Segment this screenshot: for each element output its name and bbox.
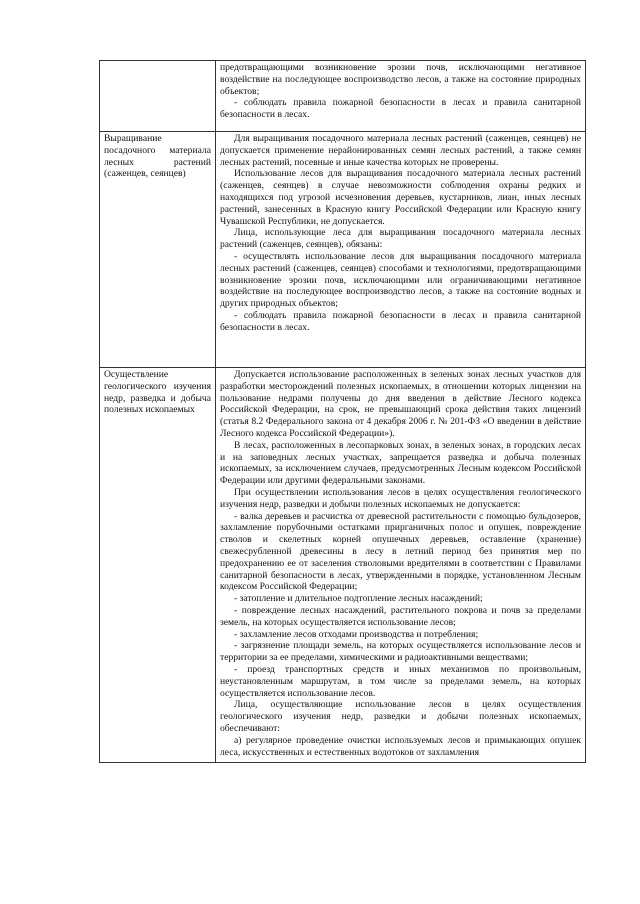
paragraph: Лица, использующие леса для выращивания посадочного материала лесных растений (саженцев, сеянцев), обязаны: — [220, 227, 581, 251]
paragraph: - затопление и длительное подтопление лесных насаждений; — [234, 593, 483, 605]
paragraph: Допускается использование расположенных в зеленых зонах лесных участков для разработки месторождений полезных ископаемых, в отношении которых лицензии на пользование недрами получены до дня введения в действие Лесного кодекса Российской Федерации, на срок, не превышающий срока действия таких лицензий (статья 8.2 Федерального закона от 4 декабря 2006 г. № 201-ФЗ «О введении в действие Лесного кодекса Российской Федерации»). — [220, 369, 581, 439]
activity-cell — [100, 61, 216, 132]
table-row — [100, 61, 586, 132]
activity-cell: Осуществление геологического изучения недр, разведка и добыча полезных ископаемых — [100, 368, 216, 763]
table-row — [100, 368, 586, 763]
activity-cell: Выращивание посадочного материала лесных растений (саженцев, сеянцев) — [100, 132, 216, 368]
regulation-table — [99, 60, 586, 763]
paragraph: - валка деревьев и расчистка от древесной растительности с помощью бульдозеров, захламление порубочными остатками прирганичных полос и опушек, повреждение стволов и скелетных корней опушечных деревьев, оставление (хранение) свежесрубленной древесины в лесу в летний период без принятия мер по предохранению ее от заселения стволовыми вредителями в соответствии с Правилами санитарной безопасности в лесах, утвержденными в порядке, установленном Лесным кодексом Российской Федерации; — [220, 510, 581, 593]
table-row — [100, 132, 586, 368]
paragraph: а) регулярное проведение очистки используемых лесов и примыкающих опушек леса, искусственных и естественных водотоков от захламления — [220, 734, 581, 758]
paragraph: Использование лесов для выращивания посадочного материала лесных растений (саженцев, сеянцев) в случае невозможности соблюдения охраны редких и находящихся под угрозой исчезновения деревьев, кустарников, лиан, иных лесных растений, занесенных в Красную книгу Российской Федерации или Красную книгу Чувашской Республики, не допускается. — [220, 168, 581, 227]
paragraph: Для выращивания посадочного материала лесных растений (саженцев, сеянцев) не допускается применение нерайонированных семян лесных растений, а также семян лесных растений, посевные и иные качества которых не проверены. — [220, 133, 581, 168]
paragraph: - захламление лесов отходами производства и потребления; — [234, 628, 479, 640]
paragraph: - осуществлять использование лесов для выращивания посадочного материала лесных растений (саженцев, сеянцев) способами и технологиями, предотвращающими возникновение эрозии почв, исключающими или ограничивающими негативное воздействие на последующее воспроизводство лесов, а также на состояние водных и других природных объектов; — [220, 250, 581, 310]
paragraph: предотвращающими возникновение эрозии почв, исключающими негативное воздействие на последующее воспроизводство лесов, а также на состояние природных объектов; — [220, 62, 581, 97]
paragraph: - соблюдать правила пожарной безопасности в лесах и правила санитарной безопасности в лесах. — [220, 309, 581, 333]
paragraph: - соблюдать правила пожарной безопасности в лесах и правила санитарной безопасности в лесах. — [220, 97, 581, 121]
paragraph: - повреждение лесных насаждений, растительного покрова и почв за пределами земель, на которых осуществляется использование лесов; — [220, 604, 581, 628]
requirements-cell — [216, 132, 586, 368]
requirements-cell — [216, 368, 586, 763]
requirements-cell — [216, 61, 586, 132]
paragraph: - загрязнение площади земель, на которых осуществляется использование лесов и территории за ее пределами, химическими и радиоактивными веществами; — [220, 640, 581, 664]
paragraph: В лесах, расположенных в лесопарковых зонах, в зеленых зонах, в городских лесах и на заповедных лесных участках, запрещается разведка и добыча полезных ископаемых, за исключением случаев, предусмотренных Лесным кодексом Российской Федерации или другими федеральными законами. — [220, 439, 581, 487]
paragraph: - проезд транспортных средств и иных механизмов по произвольным, неустановленным маршрутам, в том числе за пределами земель, на которых осуществляется использование лесов. — [220, 663, 581, 699]
paragraph: При осуществлении использования лесов в целях осуществления геологического изучения недр, разведки и добычи полезных ископаемых не допускается: — [220, 486, 581, 510]
paragraph: Лица, осуществляющие использование лесов в целях осуществления геологического изучения недр, разведки и добычи полезных ископаемых, обеспечивают: — [220, 699, 581, 734]
